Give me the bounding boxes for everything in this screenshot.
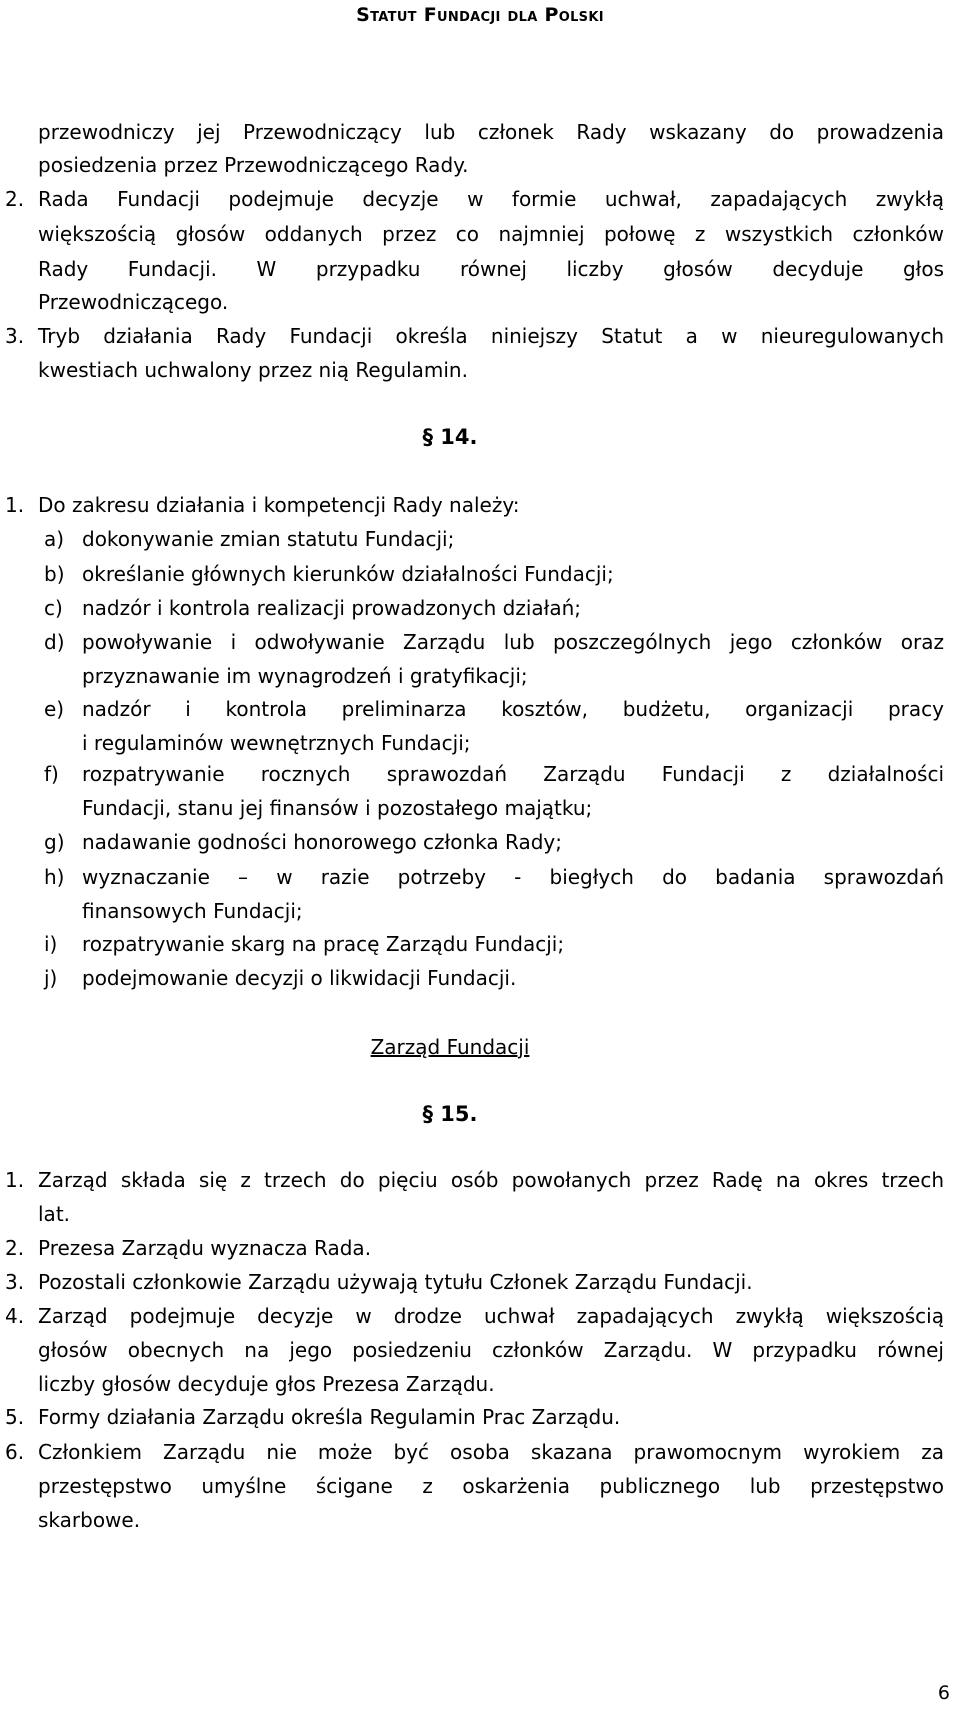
list-item-line: nadawanie godności honorowego członka Rady; [82, 830, 562, 854]
list-item-line: powoływanie i odwoływanie Zarządu lub poszczególnych jego członków oraz [82, 630, 944, 654]
list-item-line: dokonywanie zmian statutu Fundacji; [82, 527, 455, 551]
list-item-letter: i) [44, 932, 58, 956]
point-number: 2. [5, 1236, 25, 1260]
paragraph-line: Do zakresu działania i kompetencji Rady należy: [38, 493, 520, 517]
list-item-line: finansowych Fundacji; [82, 899, 303, 923]
paragraph-line: większością głosów oddanych przez co najmniej połowę z wszystkich członków [38, 222, 944, 246]
paragraph-line: przewodniczy jej Przewodniczący lub członek Rady wskazany do prowadzenia [38, 120, 944, 144]
point-number: 1. [5, 493, 25, 517]
paragraph-line: przestępstwo umyślne ścigane z oskarżenia publicznego lub przestępstwo [38, 1474, 944, 1498]
point-number: 3. [5, 1270, 25, 1294]
point-number: 4. [5, 1304, 25, 1328]
list-item-letter: h) [44, 865, 65, 889]
paragraph-line: Rady Fundacji. W przypadku równej liczby głosów decyduje głos [38, 257, 944, 281]
list-item-line: Fundacji, stanu jej finansów i pozostałego majątku; [82, 796, 593, 820]
section-title: § 14. [422, 425, 478, 449]
list-item-line: określanie głównych kierunków działalności Fundacji; [82, 562, 614, 586]
paragraph-line: lat. [38, 1202, 71, 1226]
point-number: 3. [5, 324, 25, 348]
point-number: 1. [5, 1168, 25, 1192]
paragraph-line: głosów obecnych na jego posiedzeniu członków Zarządu. W przypadku równej [38, 1338, 944, 1362]
list-item-letter: g) [44, 830, 65, 854]
paragraph-line: liczby głosów decyduje głos Prezesa Zarządu. [38, 1372, 495, 1396]
point-number: 5. [5, 1405, 25, 1429]
paragraph-line: Prezesa Zarządu wyznacza Rada. [38, 1236, 372, 1260]
list-item-letter: f) [44, 762, 59, 786]
list-item-line: rozpatrywanie skarg na pracę Zarządu Fundacji; [82, 932, 565, 956]
paragraph-line: Członkiem Zarządu nie może być osoba skazana prawomocnym wyrokiem za [38, 1440, 944, 1464]
list-item-letter: e) [44, 697, 65, 721]
list-item-line: przyznawanie im wynagrodzeń i gratyfikacji; [82, 664, 528, 688]
paragraph-line: Przewodniczącego. [38, 290, 229, 314]
page-number: 6 [937, 1682, 950, 1704]
list-item-line: i regulaminów wewnętrznych Fundacji; [82, 731, 471, 755]
point-number: 6. [5, 1440, 25, 1464]
list-item-letter: c) [44, 596, 63, 620]
chapter-heading: Zarząd Fundacji [370, 1035, 530, 1059]
paragraph-line: skarbowe. [38, 1508, 141, 1532]
paragraph-line: Formy działania Zarządu określa Regulamin Prac Zarządu. [38, 1405, 621, 1429]
list-item-letter: j) [44, 966, 58, 990]
list-item-line: wyznaczanie – w razie potrzeby - biegłych do badania sprawozdań [82, 865, 944, 889]
paragraph-line: Zarząd składa się z trzech do pięciu osób powołanych przez Radę na okres trzech [38, 1168, 944, 1192]
list-item-line: podejmowanie decyzji o likwidacji Fundacji. [82, 966, 517, 990]
paragraph-line: Pozostali członkowie Zarządu używają tytułu Członek Zarządu Fundacji. [38, 1270, 753, 1294]
paragraph-line: kwestiach uchwalony przez nią Regulamin. [38, 358, 468, 382]
paragraph-line: Tryb działania Rady Fundacji określa niniejszy Statut a w nieuregulowanych [38, 324, 944, 348]
list-item-letter: d) [44, 630, 65, 654]
section-title: § 15. [422, 1102, 478, 1126]
paragraph-line: Zarząd podejmuje decyzje w drodze uchwał zapadających zwykłą większością [38, 1304, 944, 1328]
list-item-letter: a) [44, 527, 65, 551]
paragraph-line: Rada Fundacji podejmuje decyzje w formie uchwał, zapadających zwykłą [38, 187, 944, 211]
document-header: Statut Fundacji dla Polski [356, 4, 604, 26]
point-number: 2. [5, 187, 25, 211]
list-item-letter: b) [44, 562, 65, 586]
list-item-line: nadzór i kontrola preliminarza kosztów, budżetu, organizacji pracy [82, 697, 944, 721]
list-item-line: rozpatrywanie rocznych sprawozdań Zarządu Fundacji z działalności [82, 762, 944, 786]
list-item-line: nadzór i kontrola realizacji prowadzonych działań; [82, 596, 582, 620]
paragraph-line: posiedzenia przez Przewodniczącego Rady. [38, 153, 469, 177]
